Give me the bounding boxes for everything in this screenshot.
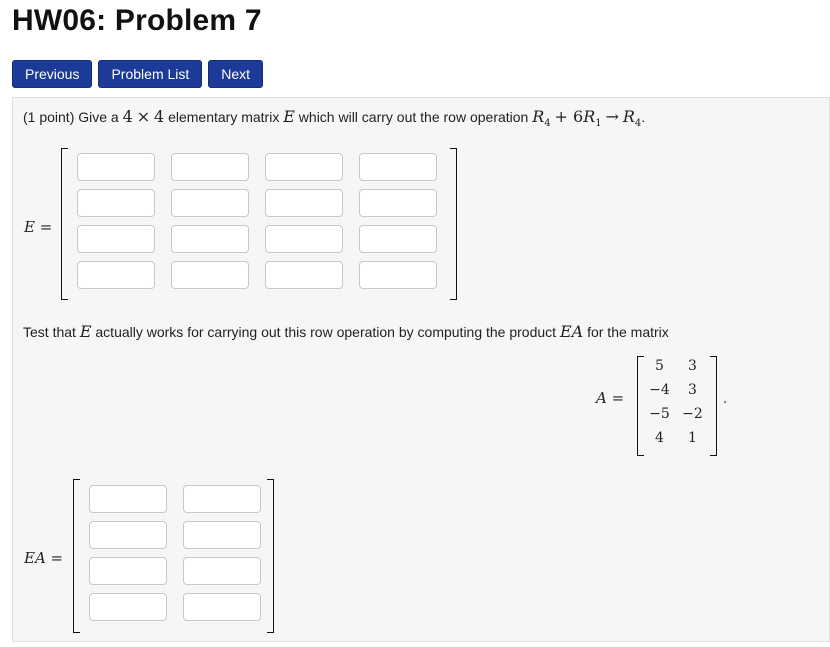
A-row-1 [643, 354, 709, 378]
statement-period: . [641, 109, 646, 125]
A-row-4 [643, 426, 709, 450]
statement-mid-text: elementary matrix [168, 109, 280, 125]
E-cell-1-3[interactable] [265, 153, 343, 181]
page-title: HW06: Problem 7 [12, 4, 262, 37]
E-cell-4-1[interactable] [77, 261, 155, 289]
E-cell-2-3[interactable] [265, 189, 343, 217]
EA-cell-4-1[interactable] [89, 593, 167, 621]
A-label: A = [596, 389, 625, 407]
A-cell-4-2: 1 [688, 430, 697, 446]
size-a: 4 [122, 107, 133, 126]
E-cell-3-3[interactable] [265, 225, 343, 253]
A-cell-1-2: 3 [688, 358, 697, 374]
E-left-bracket [61, 148, 68, 300]
E-cell-2-2[interactable] [171, 189, 249, 217]
A-period: . [723, 390, 728, 407]
next-button[interactable]: Next [208, 60, 263, 88]
E-cell-3-4[interactable] [359, 225, 437, 253]
A-cell-3-2: −2 [682, 406, 703, 422]
EA-cell-2-2[interactable] [183, 521, 261, 549]
EA-cell-3-1[interactable] [89, 557, 167, 585]
E-cell-1-2[interactable] [171, 153, 249, 181]
plus-six: + 6 [554, 107, 584, 126]
EA-label: EA = [24, 549, 64, 567]
A-row-2 [643, 378, 709, 402]
row-1-subscript: 1 [595, 118, 602, 130]
test-EA-symbol: EA [559, 322, 584, 341]
size-b: 4 [153, 107, 165, 126]
E-matrix-inputs [77, 153, 437, 289]
E-label: E = [24, 218, 53, 236]
row-4-subscript: 4 [544, 118, 551, 130]
target-row-subscript: 4 [634, 118, 642, 130]
test-mid-text: actually works for carrying out this row operation by computing the product [95, 324, 557, 340]
EA-left-bracket [73, 479, 80, 633]
A-right-bracket [710, 356, 717, 456]
problem-box [12, 97, 830, 642]
E-cell-1-1[interactable] [77, 153, 155, 181]
problem-statement [23, 107, 645, 129]
row-1-symbol: R [583, 107, 596, 126]
E-cell-3-2[interactable] [171, 225, 249, 253]
previous-button[interactable]: Previous [12, 60, 92, 88]
A-matrix [643, 354, 709, 450]
problem-nav [12, 60, 263, 88]
E-cell-2-1[interactable] [77, 189, 155, 217]
test-E-symbol: E [79, 322, 92, 341]
E-cell-1-4[interactable] [359, 153, 437, 181]
EA-cell-2-1[interactable] [89, 521, 167, 549]
statement-op-text: which will carry out the row operation [298, 109, 529, 125]
E-cell-2-4[interactable] [359, 189, 437, 217]
problem-list-button[interactable]: Problem List [98, 60, 202, 88]
EA-matrix-inputs [89, 485, 261, 621]
E-cell-3-1[interactable] [77, 225, 155, 253]
EA-cell-3-2[interactable] [183, 557, 261, 585]
A-row-3 [643, 402, 709, 426]
test-after-text: for the matrix [587, 324, 669, 340]
A-cell-2-1: −4 [649, 382, 670, 398]
E-cell-4-3[interactable] [265, 261, 343, 289]
E-cell-4-2[interactable] [171, 261, 249, 289]
arrow-icon: → [605, 107, 619, 126]
times-symbol: × [136, 107, 151, 126]
row-4-symbol: R [532, 107, 545, 126]
A-cell-3-1: −5 [649, 406, 670, 422]
EA-cell-4-2[interactable] [183, 593, 261, 621]
target-row-symbol: R [622, 107, 635, 126]
E-right-bracket [450, 148, 457, 300]
EA-right-bracket [267, 479, 274, 633]
A-cell-4-1: 4 [655, 430, 664, 446]
test-before-text: Test that [23, 324, 76, 340]
EA-cell-1-2[interactable] [183, 485, 261, 513]
matrix-E-symbol: E [283, 107, 295, 126]
A-cell-2-2: 3 [688, 382, 697, 398]
test-statement [23, 322, 669, 341]
EA-cell-1-1[interactable] [89, 485, 167, 513]
E-cell-4-4[interactable] [359, 261, 437, 289]
A-cell-1-1: 5 [655, 358, 664, 374]
points-text: (1 point) Give a [23, 109, 119, 125]
